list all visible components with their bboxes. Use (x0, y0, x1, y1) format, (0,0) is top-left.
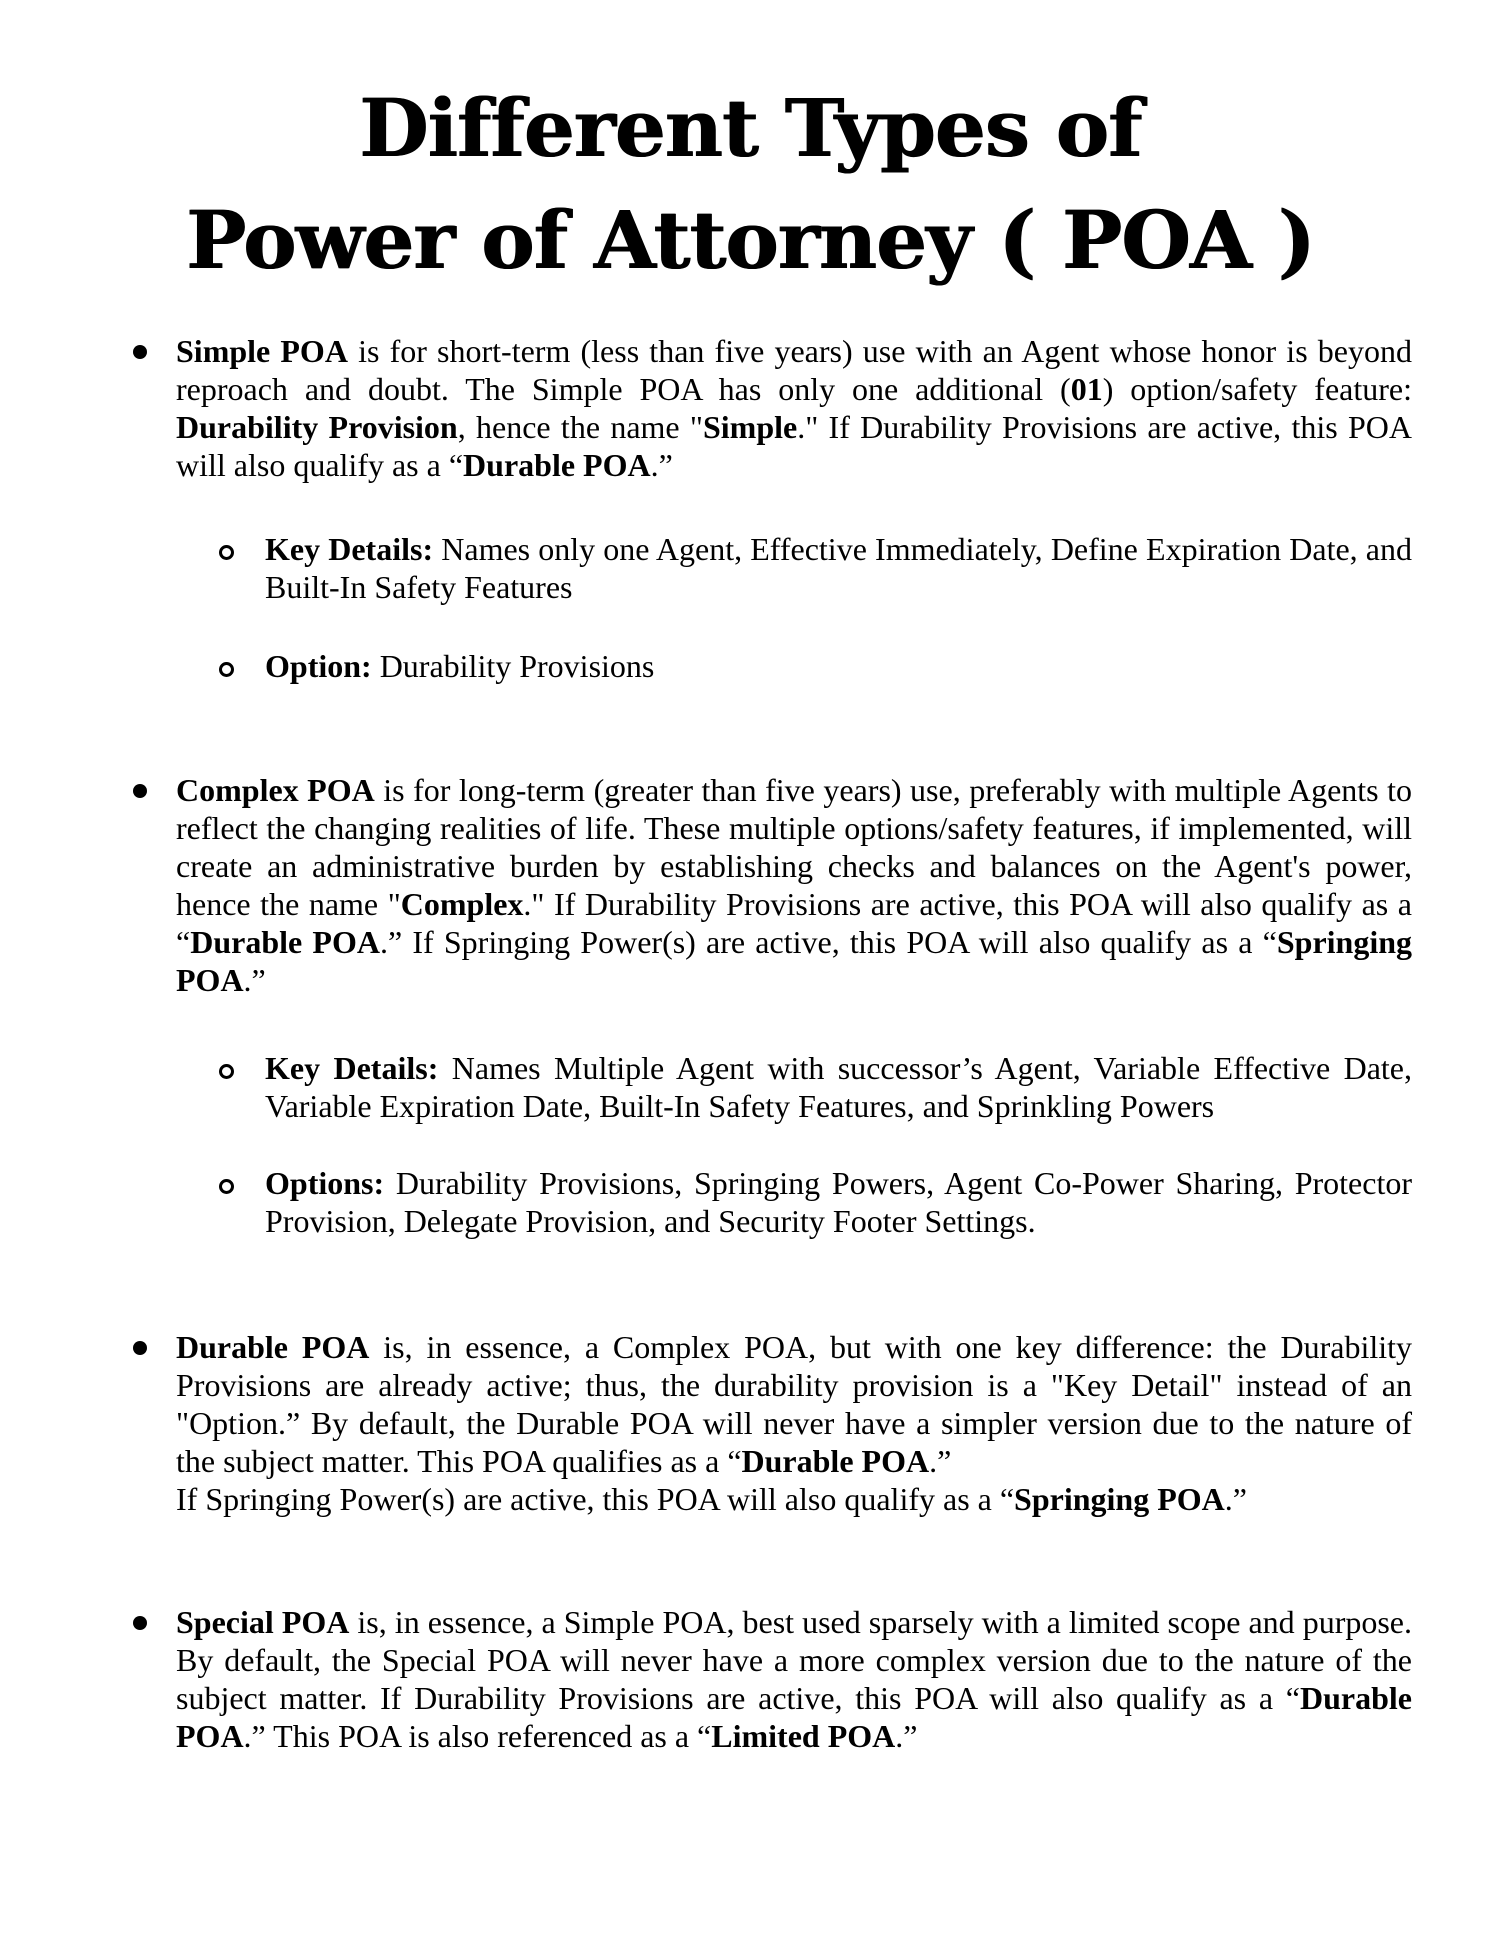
list-item-durable-poa (0, 1328, 1500, 1518)
section-durable-poa (0, 1328, 1500, 1518)
hollow-circle-bullet-icon (219, 1179, 234, 1194)
filled-dot-bullet-icon (133, 1341, 147, 1355)
hollow-circle-bullet-icon (219, 1064, 234, 1079)
special-poa-paragraph: Special POA is, in essence, a Simple POA, best used sparsely with a limited scope and purpose. By default, the Special POA will never have a more complex version due to the nature of the subject matter. If Durability Provisions are active, this POA will also qualify as a “Durable POA.” This POA is also referenced as a “Limited POA.” (176, 1604, 1413, 1754)
hollow-circle-bullet-icon (219, 545, 234, 560)
complex-key-details-text: Key Details: Names Multiple Agent with successor’s Agent, Variable Effective Date, Variable Expiration Date, Built-In Safety Features, and Sprinkling Powers (265, 1050, 1413, 1124)
simple-key-details-text: Key Details: Names only one Agent, Effective Immediately, Define Expiration Date, and Built-In Safety Features (265, 531, 1413, 605)
section-simple-poa (0, 332, 1500, 685)
poa-type-list (0, 332, 1500, 1755)
list-item-simple-poa (0, 332, 1500, 484)
simple-option-text: Option: Durability Provisions (265, 648, 655, 684)
durable-poa-paragraph: Durable POA is, in essence, a Complex POA, but with one key difference: the Durability Provisions are already active; thus, the durability provision is a "Key Detail" instead of an "Option.” By default, the Durable POA will never have a simpler version due to the nature of the subject matter. This POA qualifies as a “Durable POA.” If Springing Power(s) are active, this POA will also qualify as a “Springing POA.” (176, 1329, 1413, 1517)
section-special-poa (0, 1603, 1500, 1755)
title-line-1: Different Types of (358, 81, 1142, 175)
list-item-simple-option (0, 647, 1500, 685)
list-item-complex-options (0, 1164, 1500, 1240)
section-complex-poa (0, 771, 1500, 1240)
filled-dot-bullet-icon (133, 784, 147, 798)
list-item-complex-poa (0, 771, 1500, 999)
filled-dot-bullet-icon (133, 1616, 147, 1630)
simple-poa-paragraph: Simple POA is for short-term (less than five years) use with an Agent whose honor is beyond reproach and doubt. The Simple POA has only one additional (01) option/safety feature: Durability Provision, hence the name "Simple." If Durability Provisions are active, this POA will also qualify as a “Durable POA.” (176, 333, 1413, 483)
list-item-simple-key-details (0, 530, 1500, 606)
title-line-2: Power of Attorney ( POA ) (185, 193, 1315, 287)
list-item-complex-key-details (0, 1049, 1500, 1125)
complex-poa-paragraph: Complex POA is for long-term (greater than five years) use, preferably with multiple Agents to reflect the changing realities of life. These multiple options/safety features, if implemented, will create an administrative burden by establishing checks and balances on the Agent's power, hence the name "Complex." If Durability Provisions are active, this POA will also qualify as a “Durable POA.” If Springing Power(s) are active, this POA will also qualify as a “Springing POA.” (176, 772, 1413, 998)
filled-dot-bullet-icon (133, 345, 147, 359)
hollow-circle-bullet-icon (219, 662, 234, 677)
page-title (0, 0, 1500, 296)
list-item-special-poa (0, 1603, 1500, 1755)
complex-options-text: Options: Durability Provisions, Springing Powers, Agent Co-Power Sharing, Protector Provision, Delegate Provision, and Security Footer Settings. (265, 1165, 1412, 1239)
